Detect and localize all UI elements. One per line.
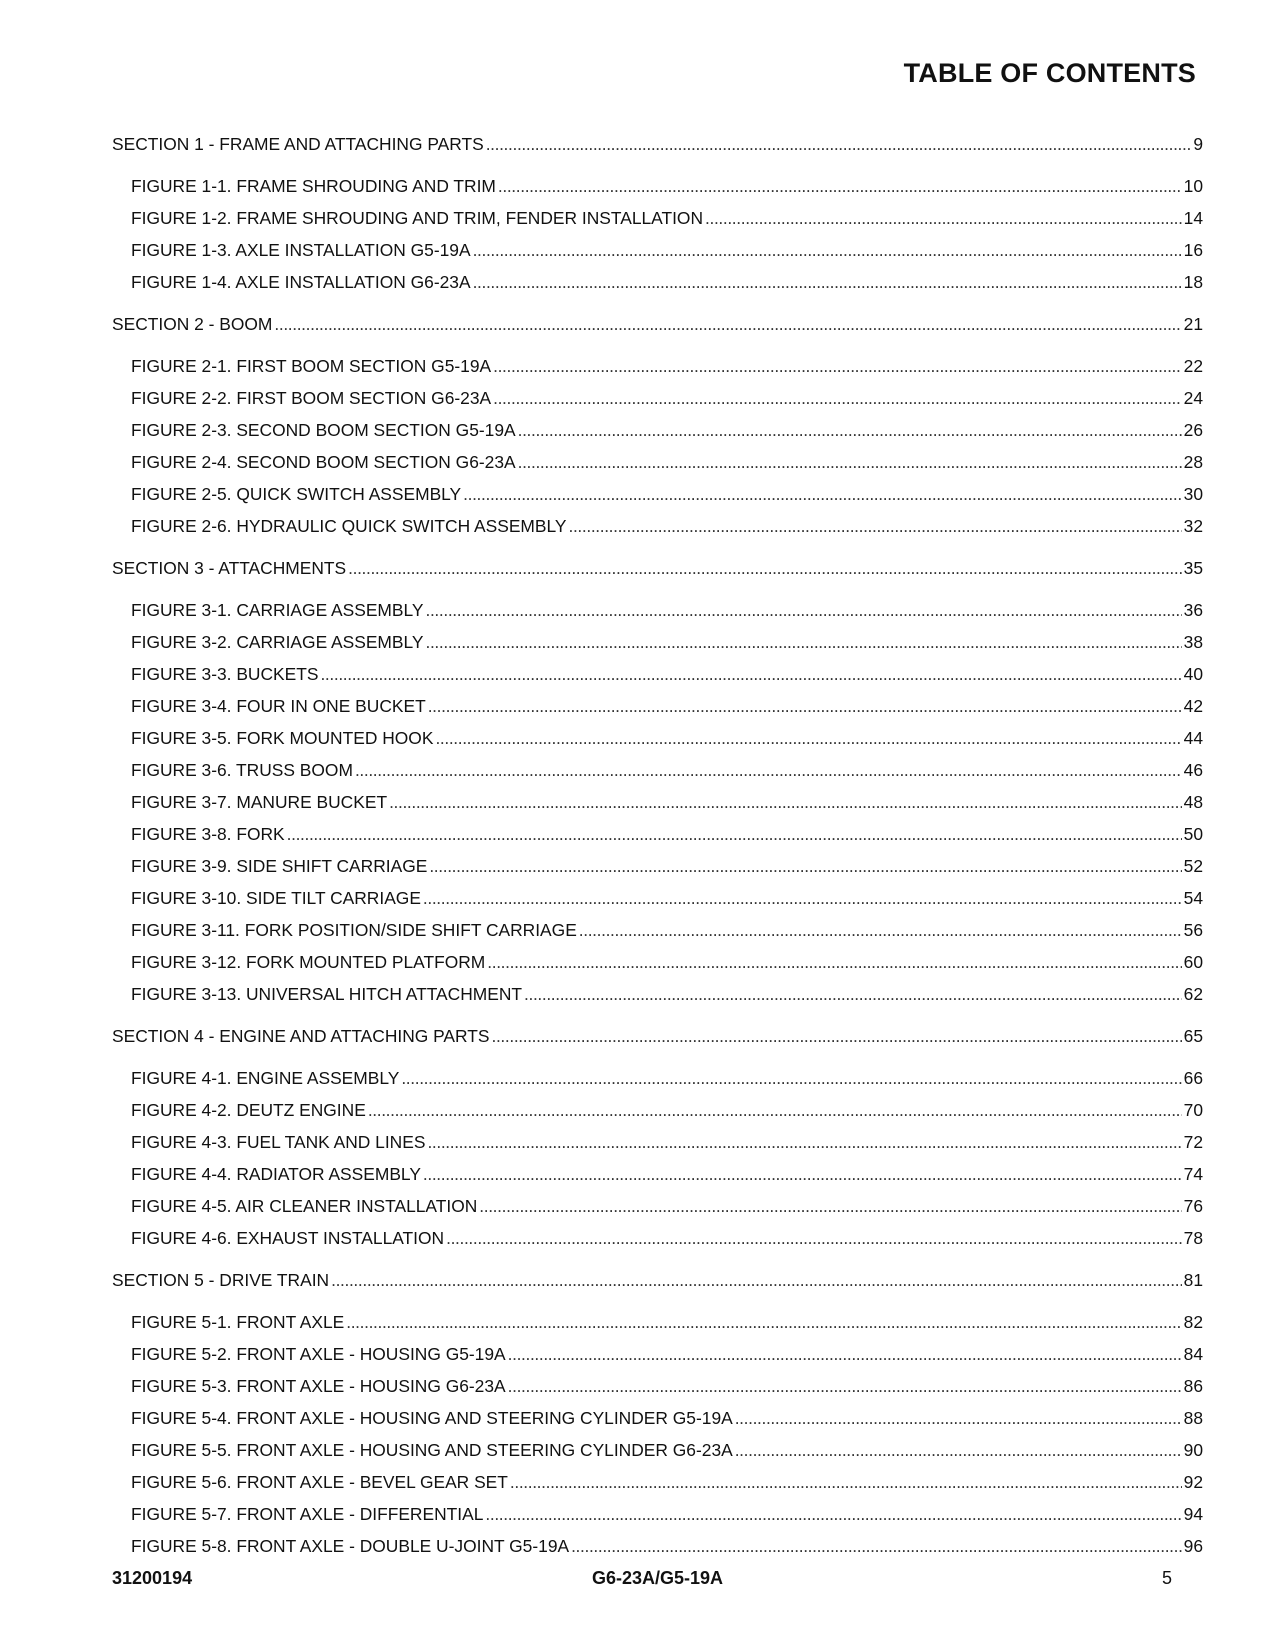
model-name: G6-23A/G5-19A	[592, 1568, 724, 1588]
toc-entry-page: 28	[1183, 452, 1203, 472]
toc-entry-page: 32	[1183, 516, 1203, 536]
toc-entry-title: FIGURE 3-11. FORK POSITION/SIDE SHIFT CARRIAGE	[131, 920, 577, 940]
toc-entry-title: FIGURE 1-3. AXLE INSTALLATION G5-19A	[131, 240, 471, 260]
toc-entry-page: 65	[1183, 1026, 1203, 1046]
toc-figure-entry[interactable]	[112, 882, 1203, 914]
toc-entry-title: FIGURE 3-9. SIDE SHIFT CARRIAGE	[131, 856, 428, 876]
toc-entry-page: 9	[1193, 134, 1203, 154]
dot-leader	[705, 202, 1182, 234]
dot-leader	[569, 510, 1182, 542]
toc-entry-page: 35	[1183, 558, 1203, 578]
toc-entry-title: FIGURE 1-1. FRAME SHROUDING AND TRIM	[131, 176, 496, 196]
toc-entry-page: 82	[1183, 1312, 1203, 1332]
dot-leader	[510, 1466, 1182, 1498]
toc-entry-page: 90	[1183, 1440, 1203, 1460]
dot-leader	[428, 690, 1182, 722]
dot-leader	[348, 552, 1182, 584]
toc-figure-entry[interactable]	[112, 1306, 1203, 1338]
toc-entry-page: 24	[1183, 388, 1203, 408]
dot-leader	[389, 786, 1182, 818]
toc-entry-page: 84	[1183, 1344, 1203, 1364]
toc-figure-entry[interactable]	[112, 1222, 1203, 1254]
toc-entry-title: FIGURE 2-2. FIRST BOOM SECTION G6-23A	[131, 388, 492, 408]
table-of-contents	[112, 128, 1203, 1562]
dot-leader	[479, 1190, 1181, 1222]
dot-leader	[518, 446, 1182, 478]
toc-entry-title: FIGURE 5-4. FRONT AXLE - HOUSING AND STEERING CYLINDER G5-19A	[131, 1408, 733, 1428]
toc-entry-title: SECTION 5 - DRIVE TRAIN	[112, 1270, 330, 1290]
dot-leader	[320, 658, 1181, 690]
toc-entry-title: FIGURE 5-3. FRONT AXLE - HOUSING G6-23A	[131, 1376, 506, 1396]
toc-figure-entry[interactable]	[112, 914, 1203, 946]
toc-entry-title: FIGURE 5-5. FRONT AXLE - HOUSING AND STEERING CYLINDER G6-23A	[131, 1440, 733, 1460]
toc-figure-entry[interactable]	[112, 1126, 1203, 1158]
toc-entry-title: FIGURE 4-6. EXHAUST INSTALLATION	[131, 1228, 445, 1248]
dot-leader	[508, 1338, 1182, 1370]
toc-entry-page: 56	[1183, 920, 1203, 940]
toc-entry-title: FIGURE 4-3. FUEL TANK AND LINES	[131, 1132, 426, 1152]
dot-leader	[429, 850, 1181, 882]
toc-figure-entry[interactable]	[112, 946, 1203, 978]
toc-entry-page: 62	[1183, 984, 1203, 1004]
toc-figure-entry[interactable]	[112, 1158, 1203, 1190]
dot-leader	[435, 722, 1181, 754]
dot-leader	[485, 1498, 1181, 1530]
toc-figure-entry[interactable]	[112, 978, 1203, 1010]
toc-entry-title: FIGURE 5-6. FRONT AXLE - BEVEL GEAR SET	[131, 1472, 508, 1492]
toc-figure-entry[interactable]	[112, 658, 1203, 690]
toc-entry-page: 70	[1183, 1100, 1203, 1120]
toc-figure-entry[interactable]	[112, 1338, 1203, 1370]
toc-entry-title: FIGURE 3-13. UNIVERSAL HITCH ATTACHMENT	[131, 984, 523, 1004]
toc-entry-title: FIGURE 3-2. CARRIAGE ASSEMBLY	[131, 632, 424, 652]
toc-entry-title: FIGURE 4-5. AIR CLEANER INSTALLATION	[131, 1196, 478, 1216]
toc-entry-page: 26	[1183, 420, 1203, 440]
toc-entry-title: FIGURE 5-8. FRONT AXLE - DOUBLE U-JOINT G5-19A	[131, 1536, 570, 1556]
toc-entry-title: FIGURE 2-3. SECOND BOOM SECTION G5-19A	[131, 420, 516, 440]
toc-entry-title: FIGURE 1-4. AXLE INSTALLATION G6-23A	[131, 272, 471, 292]
toc-entry-page: 18	[1183, 272, 1203, 292]
dot-leader	[463, 478, 1181, 510]
dot-leader	[473, 266, 1182, 298]
toc-figure-entry[interactable]	[112, 754, 1203, 786]
toc-entry-page: 22	[1183, 356, 1203, 376]
toc-entry-title: FIGURE 3-8. FORK	[131, 824, 285, 844]
dot-leader	[423, 1158, 1182, 1190]
toc-entry-title: FIGURE 3-3. BUCKETS	[131, 664, 319, 684]
dot-leader	[401, 1062, 1181, 1094]
toc-entry-title: FIGURE 1-2. FRAME SHROUDING AND TRIM, FENDER INSTALLATION	[131, 208, 704, 228]
toc-figure-entry[interactable]	[112, 510, 1203, 542]
dot-leader	[486, 128, 1192, 160]
dot-leader	[493, 350, 1182, 382]
toc-figure-entry[interactable]	[112, 202, 1203, 234]
toc-entry-title: FIGURE 2-4. SECOND BOOM SECTION G6-23A	[131, 452, 516, 472]
toc-figure-entry[interactable]	[112, 1498, 1203, 1530]
toc-entry-title: FIGURE 5-2. FRONT AXLE - HOUSING G5-19A	[131, 1344, 506, 1364]
dot-leader	[355, 754, 1182, 786]
toc-figure-entry[interactable]	[112, 690, 1203, 722]
toc-entry-page: 72	[1183, 1132, 1203, 1152]
toc-entry-page: 44	[1183, 728, 1203, 748]
toc-entry-page: 54	[1183, 888, 1203, 908]
toc-figure-entry[interactable]	[112, 1434, 1203, 1466]
dot-leader	[427, 1126, 1181, 1158]
toc-section-entry[interactable]	[112, 128, 1203, 160]
toc-figure-entry[interactable]	[112, 382, 1203, 414]
toc-entry-title: FIGURE 3-4. FOUR IN ONE BUCKET	[131, 696, 426, 716]
dot-leader	[518, 414, 1182, 446]
toc-entry-page: 81	[1183, 1270, 1203, 1290]
toc-entry-page: 86	[1183, 1376, 1203, 1396]
toc-section-entry[interactable]	[112, 1264, 1203, 1296]
toc-entry-title: FIGURE 3-12. FORK MOUNTED PLATFORM	[131, 952, 486, 972]
dot-leader	[493, 382, 1182, 414]
toc-figure-entry[interactable]	[112, 170, 1203, 202]
toc-entry-page: 78	[1183, 1228, 1203, 1248]
dot-leader	[487, 946, 1181, 978]
toc-entry-title: FIGURE 3-7. MANURE BUCKET	[131, 792, 388, 812]
toc-figure-entry[interactable]	[112, 478, 1203, 510]
toc-figure-entry[interactable]	[112, 786, 1203, 818]
toc-figure-entry[interactable]	[112, 1466, 1203, 1498]
dot-leader	[368, 1094, 1182, 1126]
dot-leader	[579, 914, 1182, 946]
toc-entry-page: 92	[1183, 1472, 1203, 1492]
toc-entry-page: 96	[1183, 1536, 1203, 1556]
toc-entry-title: FIGURE 2-1. FIRST BOOM SECTION G5-19A	[131, 356, 492, 376]
dot-leader	[473, 234, 1182, 266]
toc-entry-page: 46	[1183, 760, 1203, 780]
toc-figure-entry[interactable]	[112, 234, 1203, 266]
dot-leader	[492, 1020, 1182, 1052]
toc-entry-page: 76	[1183, 1196, 1203, 1216]
toc-entry-page: 38	[1183, 632, 1203, 652]
toc-entry-page: 36	[1183, 600, 1203, 620]
dot-leader	[346, 1306, 1181, 1338]
toc-entry-title: FIGURE 4-2. DEUTZ ENGINE	[131, 1100, 366, 1120]
toc-figure-entry[interactable]	[112, 1370, 1203, 1402]
document-number: 31200194	[112, 1568, 193, 1588]
toc-entry-title: FIGURE 4-1. ENGINE ASSEMBLY	[131, 1068, 400, 1088]
toc-entry-page: 66	[1183, 1068, 1203, 1088]
dot-leader	[426, 594, 1182, 626]
toc-entry-page: 50	[1183, 824, 1203, 844]
toc-figure-entry[interactable]	[112, 1402, 1203, 1434]
toc-figure-entry[interactable]	[112, 722, 1203, 754]
toc-entry-page: 14	[1183, 208, 1203, 228]
toc-entry-page: 42	[1183, 696, 1203, 716]
page-title: TABLE OF CONTENTS	[903, 58, 1196, 88]
toc-entry-page: 52	[1183, 856, 1203, 876]
dot-leader	[735, 1434, 1182, 1466]
toc-section-entry[interactable]	[112, 1020, 1203, 1052]
toc-entry-page: 74	[1183, 1164, 1203, 1184]
toc-figure-entry[interactable]	[112, 594, 1203, 626]
toc-figure-entry[interactable]	[112, 818, 1203, 850]
toc-figure-entry[interactable]	[112, 350, 1203, 382]
toc-entry-page: 48	[1183, 792, 1203, 812]
toc-entry-page: 10	[1183, 176, 1203, 196]
toc-figure-entry[interactable]	[112, 1062, 1203, 1094]
toc-section-entry[interactable]	[112, 552, 1203, 584]
toc-figure-entry[interactable]	[112, 1530, 1203, 1562]
toc-section-entry[interactable]	[112, 308, 1203, 340]
toc-entry-title: FIGURE 2-5. QUICK SWITCH ASSEMBLY	[131, 484, 462, 504]
dot-leader	[508, 1370, 1182, 1402]
toc-figure-entry[interactable]	[112, 446, 1203, 478]
toc-entry-title: SECTION 3 - ATTACHMENTS	[112, 558, 347, 578]
dot-leader	[524, 978, 1182, 1010]
toc-figure-entry[interactable]	[112, 1190, 1203, 1222]
dot-leader	[423, 882, 1182, 914]
toc-entry-title: FIGURE 3-10. SIDE TILT CARRIAGE	[131, 888, 421, 908]
dot-leader	[571, 1530, 1182, 1562]
toc-entry-title: SECTION 4 - ENGINE AND ATTACHING PARTS	[112, 1026, 490, 1046]
toc-entry-title: FIGURE 4-4. RADIATOR ASSEMBLY	[131, 1164, 421, 1184]
dot-leader	[735, 1402, 1182, 1434]
toc-entry-page: 21	[1183, 314, 1203, 334]
dot-leader	[274, 308, 1181, 340]
toc-entry-title: FIGURE 3-1. CARRIAGE ASSEMBLY	[131, 600, 424, 620]
toc-entry-title: FIGURE 3-5. FORK MOUNTED HOOK	[131, 728, 434, 748]
toc-entry-title: FIGURE 2-6. HYDRAULIC QUICK SWITCH ASSEMBLY	[131, 516, 567, 536]
toc-entry-title: SECTION 1 - FRAME AND ATTACHING PARTS	[112, 134, 484, 154]
toc-figure-entry[interactable]	[112, 1094, 1203, 1126]
toc-entry-page: 88	[1183, 1408, 1203, 1428]
toc-figure-entry[interactable]	[112, 266, 1203, 298]
toc-entry-page: 94	[1183, 1504, 1203, 1524]
toc-entry-title: FIGURE 5-7. FRONT AXLE - DIFFERENTIAL	[131, 1504, 484, 1524]
dot-leader	[426, 626, 1182, 658]
toc-entry-page: 16	[1183, 240, 1203, 260]
toc-figure-entry[interactable]	[112, 414, 1203, 446]
toc-entry-title: FIGURE 5-1. FRONT AXLE	[131, 1312, 345, 1332]
toc-entry-title: SECTION 2 - BOOM	[112, 314, 273, 334]
dot-leader	[331, 1264, 1182, 1296]
toc-figure-entry[interactable]	[112, 850, 1203, 882]
toc-entry-page: 40	[1183, 664, 1203, 684]
toc-figure-entry[interactable]	[112, 626, 1203, 658]
toc-entry-title: FIGURE 3-6. TRUSS BOOM	[131, 760, 353, 780]
dot-leader	[446, 1222, 1182, 1254]
dot-leader	[287, 818, 1182, 850]
toc-entry-page: 60	[1183, 952, 1203, 972]
dot-leader	[498, 170, 1182, 202]
page-number: 5	[1161, 1568, 1172, 1588]
toc-entry-page: 30	[1183, 484, 1203, 504]
